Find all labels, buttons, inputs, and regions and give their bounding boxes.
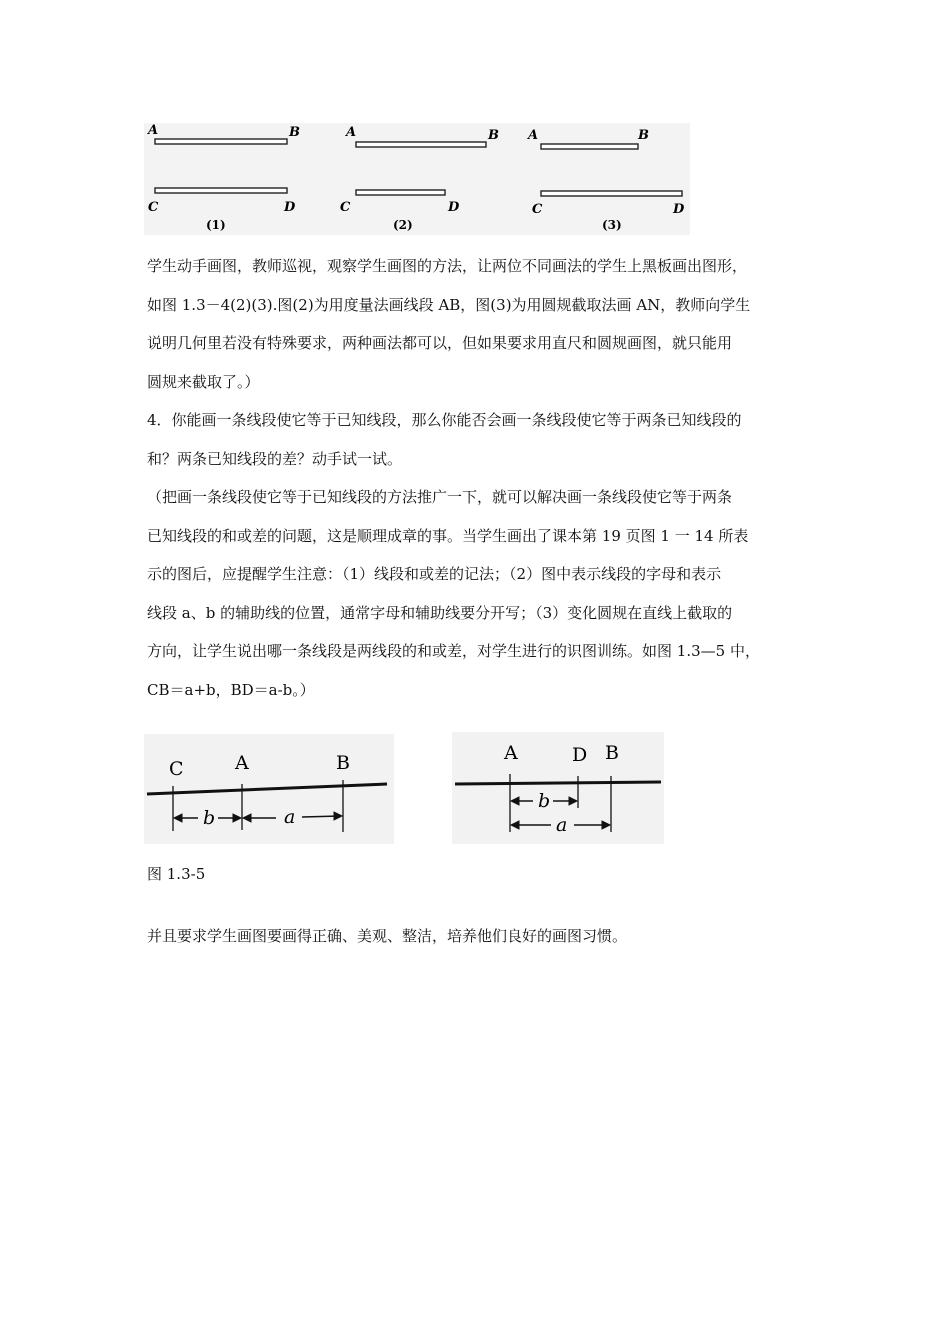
- segment-label-b: b: [538, 790, 551, 812]
- segment-cd: [356, 190, 445, 195]
- label-d: D: [673, 202, 685, 217]
- paragraph-question-4: [147, 401, 817, 478]
- base-line: [455, 782, 661, 784]
- paragraph-conclusion: [147, 917, 817, 956]
- text-line: 已知线段的和或差的问题，这是顺理成章的事。当学生画出了课本第 19 页图 1 一 14 所表: [147, 526, 749, 545]
- label-c: C: [169, 758, 184, 780]
- text-line: 并且要求学生画图要画得正确、美观、整洁，培养他们良好的画图习惯。: [147, 927, 628, 945]
- text-line: CB＝a+b，BD＝a-b。）: [147, 680, 315, 699]
- text-line: 示的图后，应提醒学生注意：（1）线段和或差的记法；（2）图中表示线段的字母和表示: [147, 565, 722, 583]
- segment-cd: [541, 191, 682, 196]
- segment-ab: [356, 142, 486, 147]
- segment-label-a: a: [556, 814, 568, 836]
- label-a: A: [148, 123, 159, 138]
- label-a: A: [504, 742, 518, 764]
- text-line: 说明几何里若没有特殊要求，两种画法都可以，但如果要求用直尺和圆规画图，就只能用: [147, 334, 733, 352]
- figure-1-3-4: [140, 115, 700, 240]
- text-line: 和？两条已知线段的差？动手试一试。: [147, 449, 403, 468]
- label-b: B: [336, 752, 350, 774]
- paragraph-teaching-notes: [147, 478, 817, 709]
- label-a: A: [346, 125, 357, 140]
- label-b: B: [605, 742, 619, 764]
- text-line: 4．你能画一条线段使它等于已知线段，那么你能否会画一条线段使它等于两条已知线段的: [147, 411, 742, 429]
- figure-caption: [147, 855, 817, 894]
- text-line: 学生动手画图，教师巡视，观察学生画图的方法，让两位不同画法的学生上黑板画出图形，: [147, 257, 748, 275]
- caption-text: 图 1.3-5: [147, 865, 206, 883]
- label-a: A: [528, 128, 539, 143]
- label-b: B: [289, 125, 300, 140]
- label-d: D: [572, 744, 588, 766]
- segment-label-b: b: [203, 807, 216, 829]
- text-line: 圆规来截取了。）: [147, 372, 260, 391]
- text-line: 方向，让学生说出哪一条线段是两线段的和或差，对学生进行的识图训练。如图 1.3—5 中，: [147, 642, 760, 660]
- label-c: C: [532, 202, 543, 217]
- segment-ab: [541, 144, 638, 149]
- label-b: B: [638, 128, 649, 143]
- label-d: D: [284, 200, 296, 215]
- paragraph-explanation: [147, 247, 817, 401]
- label-a: A: [235, 752, 249, 774]
- panel-caption: (2): [393, 218, 413, 232]
- segment-cd: [155, 188, 287, 193]
- label-b: B: [488, 128, 499, 143]
- text-line: 线段 a、b 的辅助线的位置，通常字母和辅助线要分开写；（3）变化圆规在直线上截取的: [147, 603, 733, 622]
- segment-ab: [155, 139, 287, 144]
- figure-1-3-5: [140, 728, 670, 848]
- panel-caption: (1): [206, 218, 226, 232]
- panel-caption: (3): [602, 218, 622, 232]
- segment-label-a: a: [284, 806, 296, 828]
- label-d: D: [448, 200, 460, 215]
- label-c: C: [148, 200, 159, 215]
- text-line: （把画一条线段使它等于已知线段的方法推广一下，就可以解决画一条线段使它等于两条: [147, 488, 733, 506]
- label-c: C: [340, 200, 351, 215]
- text-line: 如图 1.3－4(2)(3).图(2)为用度量法画线段 AB，图(3)为用圆规截取法画 AN，教师向学生: [147, 295, 751, 314]
